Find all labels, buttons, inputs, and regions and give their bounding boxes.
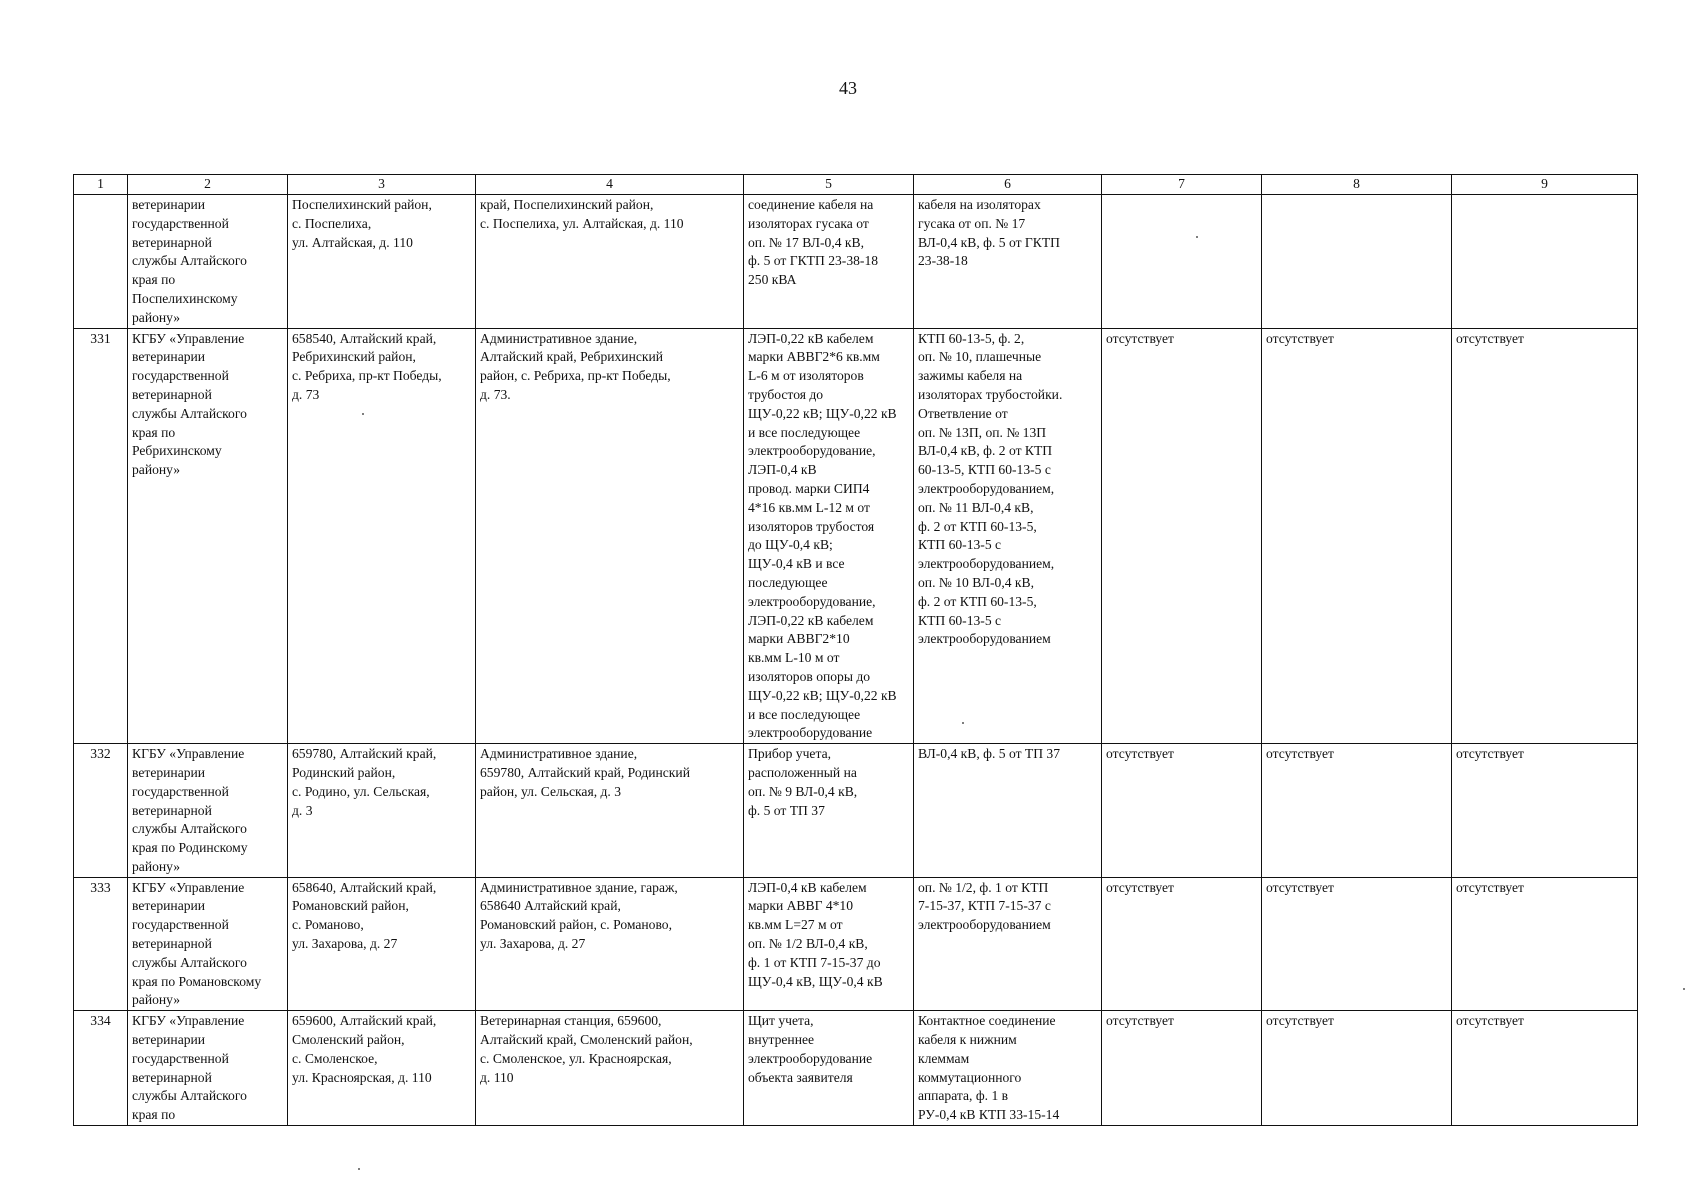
cell-line: д. 73.	[480, 386, 511, 402]
column-7-cell	[1102, 195, 1262, 329]
organization-cell	[128, 877, 288, 1011]
cell-line: с. Ребриха, пр-кт Победы,	[292, 368, 442, 384]
cell-line: ЩУ-0,22 кВ; ЩУ-0,22 кВ	[748, 687, 897, 703]
object-cell	[476, 877, 744, 1011]
column-5-cell	[744, 195, 914, 329]
column-5-cell	[744, 744, 914, 878]
cell-line: Ветеринарная станция, 659600,	[480, 1013, 662, 1029]
data-table	[73, 174, 1638, 1126]
scan-speck	[362, 413, 364, 415]
cell-line: соединение кабеля на	[748, 197, 874, 212]
cell-line: 658640 Алтайский край,	[480, 898, 621, 914]
cell-line: государственной	[132, 215, 229, 231]
cell-line: и все последующее	[748, 424, 861, 440]
cell-line: ЛЭП-0,4 кВ	[748, 462, 817, 478]
object-cell	[476, 328, 744, 744]
cell-line: 659780, Алтайский край,	[292, 746, 437, 762]
cell-line: Алтайский край, Смоленский район,	[480, 1032, 693, 1048]
column-header: 2	[128, 175, 288, 195]
cell-line: Алтайский край, Ребрихинский	[480, 349, 664, 365]
table-row	[74, 1011, 1638, 1126]
cell-line: Ответвление от	[918, 405, 1008, 421]
cell-line: Романовский район,	[292, 898, 409, 914]
column-header: 1	[74, 175, 128, 195]
cell-line: 7-15-37, КТП 7-15-37 с	[918, 898, 1051, 914]
cell-line: последующее	[748, 574, 828, 590]
table-row	[74, 195, 1638, 329]
cell-line: ветеринарии	[132, 349, 206, 365]
cell-line: д. 73	[292, 386, 320, 402]
column-7-cell: отсутствует	[1102, 877, 1262, 1011]
cell-line: ф. 1 от КТП 7-15-37 до	[748, 954, 881, 970]
cell-line: КГБУ «Управление	[132, 746, 245, 762]
cell-line: 659780, Алтайский край, Родинский	[480, 764, 690, 780]
cell-line: ф. 2 от КТП 60-13-5,	[918, 593, 1037, 609]
cell-line: с. Смоленское,	[292, 1050, 378, 1066]
cell-line: д. 3	[292, 802, 313, 818]
cell-line: края по	[132, 424, 176, 440]
cell-line: и все последующее	[748, 706, 861, 722]
column-7-cell: отсутствует	[1102, 1011, 1262, 1126]
cell-line: трубостоя до	[748, 386, 824, 402]
cell-line: кв.мм L=27 м от	[748, 917, 843, 933]
cell-line: оп. № 1/2 ВЛ-0,4 кВ,	[748, 936, 868, 952]
cell-line: электрооборудование,	[748, 443, 876, 459]
scan-speck	[1196, 236, 1198, 238]
column-6-cell	[914, 877, 1102, 1011]
column-9-cell: отсутствует	[1452, 328, 1638, 744]
column-9-cell	[1452, 195, 1638, 329]
cell-line: Ребрихинскому	[132, 443, 222, 459]
cell-line: ЩУ-0,4 кВ и все	[748, 556, 845, 572]
cell-line: ф. 5 от ГКТП 23-38-18	[748, 253, 879, 269]
cell-line: Романовский район, с. Романово,	[480, 917, 672, 933]
organization-cell	[128, 744, 288, 878]
cell-line: Щит учета,	[748, 1013, 814, 1029]
column-header: 3	[288, 175, 476, 195]
cell-line: ЩУ-0,22 кВ; ЩУ-0,22 кВ	[748, 405, 897, 421]
cell-line: ВЛ-0,4 кВ, ф. 5 от ТП 37	[918, 746, 1061, 762]
cell-line: ветеринарной	[132, 936, 212, 952]
column-8-cell: отсутствует	[1262, 328, 1452, 744]
column-9-cell: отсутствует	[1452, 877, 1638, 1011]
cell-line: ф. 2 от КТП 60-13-5,	[918, 518, 1037, 534]
column-8-cell	[1262, 195, 1452, 329]
address-cell	[288, 328, 476, 744]
cell-line: оп. № 13П, оп. № 13П	[918, 424, 1047, 440]
table-row	[74, 744, 1638, 878]
object-cell	[476, 195, 744, 329]
cell-line: Смоленский район,	[292, 1032, 405, 1048]
cell-line: L-6 м от изоляторов	[748, 368, 864, 384]
address-cell	[288, 877, 476, 1011]
cell-line: КТП 60-13-5 с	[918, 612, 1002, 628]
cell-line: государственной	[132, 1050, 229, 1066]
cell-line: д. 110	[480, 1069, 514, 1085]
cell-line: 658540, Алтайский край,	[292, 330, 437, 346]
cell-line: ул. Захарова, д. 27	[292, 936, 398, 952]
cell-line: службы Алтайского	[132, 253, 247, 269]
column-5-cell	[744, 328, 914, 744]
column-8-cell: отсутствует	[1262, 877, 1452, 1011]
cell-line: ветеринарии	[132, 1032, 206, 1048]
cell-line: изоляторов трубостоя	[748, 518, 875, 534]
cell-line: ВЛ-0,4 кВ, ф. 5 от ГКТП	[918, 234, 1060, 250]
cell-line: кабеля на изоляторах	[918, 197, 1041, 212]
cell-line: электрооборудованием,	[918, 556, 1055, 572]
cell-line: ветеринарной	[132, 234, 212, 250]
cell-line: Ребрихинский район,	[292, 349, 416, 365]
cell-line: края по Родинскому	[132, 840, 248, 856]
cell-line: ул. Красноярская, д. 110	[292, 1069, 432, 1085]
cell-line: клеммам	[918, 1050, 970, 1066]
cell-line: кабеля к нижним	[918, 1032, 1017, 1048]
column-header: 7	[1102, 175, 1262, 195]
organization-cell	[128, 1011, 288, 1126]
column-header: 8	[1262, 175, 1452, 195]
cell-line: району»	[132, 992, 181, 1008]
cell-line: КГБУ «Управление	[132, 330, 245, 346]
cell-line: 4*16 кв.мм L-12 м от	[748, 499, 870, 515]
table-row	[74, 877, 1638, 1011]
column-7-cell: отсутствует	[1102, 328, 1262, 744]
cell-line: оп. № 9 ВЛ-0,4 кВ,	[748, 783, 858, 799]
column-6-cell	[914, 328, 1102, 744]
cell-line: район, с. Ребриха, пр-кт Победы,	[480, 368, 671, 384]
cell-line: службы Алтайского	[132, 405, 247, 421]
cell-line: району»	[132, 858, 181, 874]
address-cell	[288, 744, 476, 878]
cell-line: кв.мм L-10 м от	[748, 650, 840, 666]
column-8-cell: отсутствует	[1262, 1011, 1452, 1126]
cell-line: края по	[132, 1107, 176, 1123]
cell-line: 250 кВА	[748, 272, 797, 288]
cell-line: расположенный на	[748, 764, 857, 780]
cell-line: ЛЭП-0,22 кВ кабелем	[748, 330, 874, 346]
cell-line: ЛЭП-0,22 кВ кабелем	[748, 612, 874, 628]
cell-line: края по Романовскому	[132, 973, 262, 989]
cell-line: оп. № 11 ВЛ-0,4 кВ,	[918, 499, 1034, 515]
cell-line: ВЛ-0,4 кВ, ф. 2 от КТП	[918, 443, 1053, 459]
cell-line: Прибор учета,	[748, 746, 832, 762]
cell-line: КГБУ «Управление	[132, 879, 245, 895]
address-cell	[288, 1011, 476, 1126]
cell-line: электрооборудованием,	[918, 480, 1055, 496]
column-5-cell	[744, 877, 914, 1011]
organization-cell	[128, 328, 288, 744]
cell-line: провод. марки СИП4	[748, 480, 870, 496]
cell-line: оп. № 10, плашечные	[918, 349, 1042, 365]
column-6-cell	[914, 1011, 1102, 1126]
column-header: 6	[914, 175, 1102, 195]
cell-line: ветеринарной	[132, 386, 212, 402]
cell-line: КТП 60-13-5, ф. 2,	[918, 330, 1025, 346]
cell-line: Административное здание,	[480, 330, 638, 346]
cell-line: марки АВВГ2*6 кв.мм	[748, 349, 880, 365]
cell-line: службы Алтайского	[132, 954, 247, 970]
object-cell	[476, 1011, 744, 1126]
cell-line: 60-13-5, КТП 60-13-5 с	[918, 462, 1051, 478]
row-number-cell	[74, 195, 128, 329]
cell-line: электрооборудование	[748, 725, 873, 741]
cell-line: изоляторах гусака от	[748, 215, 869, 231]
row-number-cell: 332	[74, 744, 128, 878]
cell-line: государственной	[132, 917, 229, 933]
cell-line: с. Смоленское, ул. Красноярская,	[480, 1050, 672, 1066]
cell-line: ЛЭП-0,4 кВ кабелем	[748, 879, 867, 895]
cell-line: изоляторов опоры до	[748, 668, 871, 684]
cell-line: ЩУ-0,4 кВ, ЩУ-0,4 кВ	[748, 973, 883, 989]
cell-line: с. Поспелиха,	[292, 215, 372, 231]
column-7-cell: отсутствует	[1102, 744, 1262, 878]
cell-line: оп. № 17 ВЛ-0,4 кВ,	[748, 234, 864, 250]
scan-speck	[962, 722, 964, 724]
cell-line: ветеринарной	[132, 802, 212, 818]
cell-line: до ЩУ-0,4 кВ;	[748, 537, 833, 553]
cell-line: Поспелихинскому	[132, 290, 238, 306]
column-6-cell	[914, 195, 1102, 329]
column-9-cell: отсутствует	[1452, 1011, 1638, 1126]
cell-line: 658640, Алтайский край,	[292, 879, 437, 895]
cell-line: КТП 60-13-5 с	[918, 537, 1002, 553]
organization-cell	[128, 195, 288, 329]
cell-line: внутреннее	[748, 1032, 815, 1048]
table-body	[74, 195, 1638, 1126]
cell-line: ф. 5 от ТП 37	[748, 802, 825, 818]
cell-line: с. Романово,	[292, 917, 364, 933]
column-8-cell: отсутствует	[1262, 744, 1452, 878]
row-number-cell: 331	[74, 328, 128, 744]
cell-line: службы Алтайского	[132, 1088, 247, 1104]
cell-line: электрооборудованием	[918, 917, 1051, 933]
cell-line: электрооборудование	[748, 1050, 873, 1066]
cell-line: ветеринарной	[132, 1069, 212, 1085]
column-5-cell	[744, 1011, 914, 1126]
cell-line: 659600, Алтайский край,	[292, 1013, 437, 1029]
column-9-cell: отсутствует	[1452, 744, 1638, 878]
cell-line: Административное здание, гараж,	[480, 879, 678, 895]
cell-line: с. Поспелиха, ул. Алтайская, д. 110	[480, 215, 684, 231]
cell-line: гусака от оп. № 17	[918, 215, 1026, 231]
column-header: 9	[1452, 175, 1638, 195]
cell-line: ветеринарии	[132, 197, 206, 212]
cell-line: ветеринарии	[132, 898, 206, 914]
cell-line: марки АВВГ2*10	[748, 631, 850, 647]
cell-line: ветеринарии	[132, 764, 206, 780]
cell-line: коммутационного	[918, 1069, 1022, 1085]
cell-line: изоляторах трубостойки.	[918, 386, 1063, 402]
column-number-row	[74, 175, 1638, 195]
page-number: 43	[839, 78, 857, 98]
cell-line: оп. № 10 ВЛ-0,4 кВ,	[918, 574, 1034, 590]
cell-line: району»	[132, 462, 181, 478]
row-number-cell: 334	[74, 1011, 128, 1126]
cell-line: электрооборудованием	[918, 631, 1051, 647]
cell-line: марки АВВГ 4*10	[748, 898, 854, 914]
scan-speck	[358, 1168, 360, 1170]
cell-line: ул. Захарова, д. 27	[480, 936, 586, 952]
cell-line: государственной	[132, 368, 229, 384]
cell-line: район, ул. Сельская, д. 3	[480, 783, 622, 799]
cell-line: ул. Алтайская, д. 110	[292, 234, 413, 250]
cell-line: с. Родино, ул. Сельская,	[292, 783, 430, 799]
cell-line: края по	[132, 272, 176, 288]
cell-line: 23-38-18	[918, 253, 968, 269]
cell-line: государственной	[132, 783, 229, 799]
column-6-cell	[914, 744, 1102, 878]
table-row	[74, 328, 1638, 744]
cell-line: Административное здание,	[480, 746, 638, 762]
cell-line: службы Алтайского	[132, 821, 247, 837]
cell-line: зажимы кабеля на	[918, 368, 1023, 384]
column-header: 5	[744, 175, 914, 195]
cell-line: РУ-0,4 кВ КТП 33-15-14	[918, 1107, 1060, 1123]
cell-line: Поспелихинский район,	[292, 197, 432, 212]
cell-line: району»	[132, 309, 181, 325]
cell-line: Контактное соединение	[918, 1013, 1056, 1029]
row-number-cell: 333	[74, 877, 128, 1011]
cell-line: край, Поспелихинский район,	[480, 197, 654, 212]
scan-speck	[1683, 988, 1685, 990]
cell-line: Родинский район,	[292, 764, 396, 780]
cell-line: электрооборудование,	[748, 593, 876, 609]
object-cell	[476, 744, 744, 878]
cell-line: аппарата, ф. 1 в	[918, 1088, 1009, 1104]
cell-line: КГБУ «Управление	[132, 1013, 245, 1029]
cell-line: оп. № 1/2, ф. 1 от КТП	[918, 879, 1049, 895]
column-header: 4	[476, 175, 744, 195]
address-cell	[288, 195, 476, 329]
cell-line: объекта заявителя	[748, 1069, 853, 1085]
